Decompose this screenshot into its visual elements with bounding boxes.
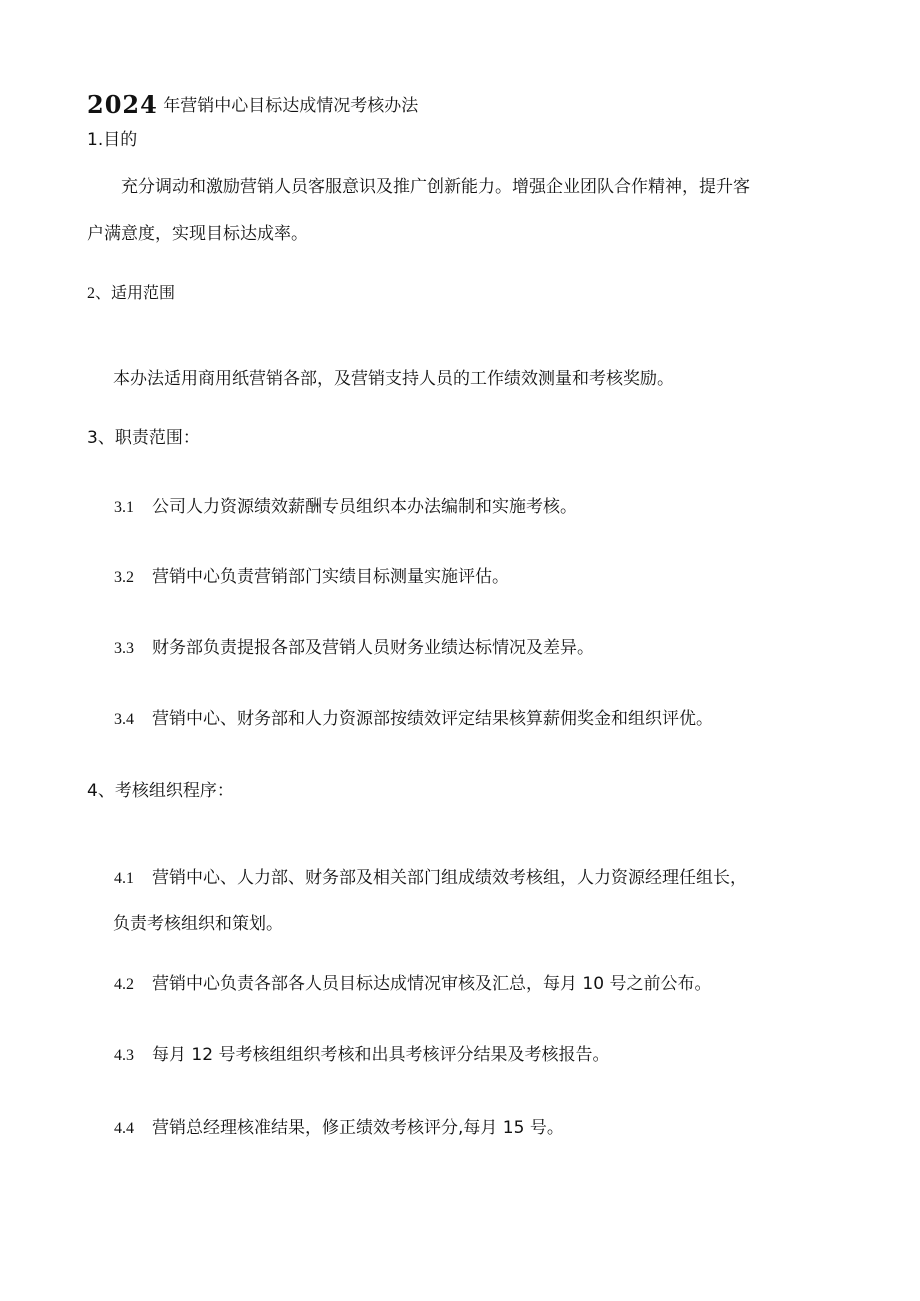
list-item-3-3 xyxy=(114,637,594,660)
list-item-number: 3.1 xyxy=(114,499,134,516)
section-1-paragraph-line-2: 户满意度，实现目标达成率。 xyxy=(87,224,308,244)
section-2-heading xyxy=(87,282,175,305)
list-item-number: 3.2 xyxy=(114,569,134,586)
list-item-4-1 xyxy=(114,867,747,890)
document-title xyxy=(87,90,419,119)
list-item-number: 4.2 xyxy=(114,976,134,993)
title-text: 年营销中心目标达成情况考核办法 xyxy=(163,96,419,116)
list-item-4-2 xyxy=(114,973,711,996)
list-item-text: 每月 12 号考核组组织考核和出具考核评分结果及考核报告。 xyxy=(152,1045,610,1065)
list-item-number: 4.1 xyxy=(114,870,134,887)
section-1-paragraph-line-1: 充分调动和激励营销人员客服意识及推广创新能力。增强企业团队合作精神，提升客 xyxy=(121,177,750,197)
list-item-4-4 xyxy=(114,1117,564,1140)
title-year: 2024 xyxy=(87,90,158,119)
list-item-text: 营销中心、财务部和人力资源部按绩效评定结果核算薪佣奖金和组织评优。 xyxy=(152,709,713,729)
list-item-number: 3.4 xyxy=(114,711,134,728)
list-item-number: 4.3 xyxy=(114,1047,134,1064)
list-item-text: 公司人力资源绩效薪酬专员组织本办法编制和实施考核。 xyxy=(152,497,577,517)
list-item-text: 营销总经理核准结果，修正绩效考核评分,每月 15 号。 xyxy=(152,1118,564,1138)
section-3-heading: 3、职责范围： xyxy=(87,428,200,448)
list-item-text: 营销中心负责各部各人员目标达成情况审核及汇总，每月 10 号之前公布。 xyxy=(152,974,712,994)
list-item-number: 4.4 xyxy=(114,1120,134,1137)
list-item-text: 营销中心负责营销部门实绩目标测量实施评估。 xyxy=(152,567,509,587)
list-item-4-3 xyxy=(114,1044,609,1067)
list-item-3-1 xyxy=(114,496,577,519)
list-item-number: 3.3 xyxy=(114,640,134,657)
list-item-4-1-continuation: 负责考核组织和策划。 xyxy=(113,914,283,934)
list-item-text: 营销中心、人力部、财务部及相关部门组成绩效考核组，人力资源经理任组长， xyxy=(152,868,747,888)
list-item-3-2 xyxy=(114,566,509,589)
list-item-3-4 xyxy=(114,708,713,731)
section-1-heading: 1.目的 xyxy=(87,130,138,150)
section-4-heading: 4、考核组织程序： xyxy=(87,781,234,801)
section-2-heading-text: 2、适用范围 xyxy=(87,285,176,302)
section-2-paragraph: 本办法适用商用纸营销各部，及营销支持人员的工作绩效测量和考核奖励。 xyxy=(113,369,674,389)
list-item-text: 财务部负责提报各部及营销人员财务业绩达标情况及差异。 xyxy=(152,638,594,658)
